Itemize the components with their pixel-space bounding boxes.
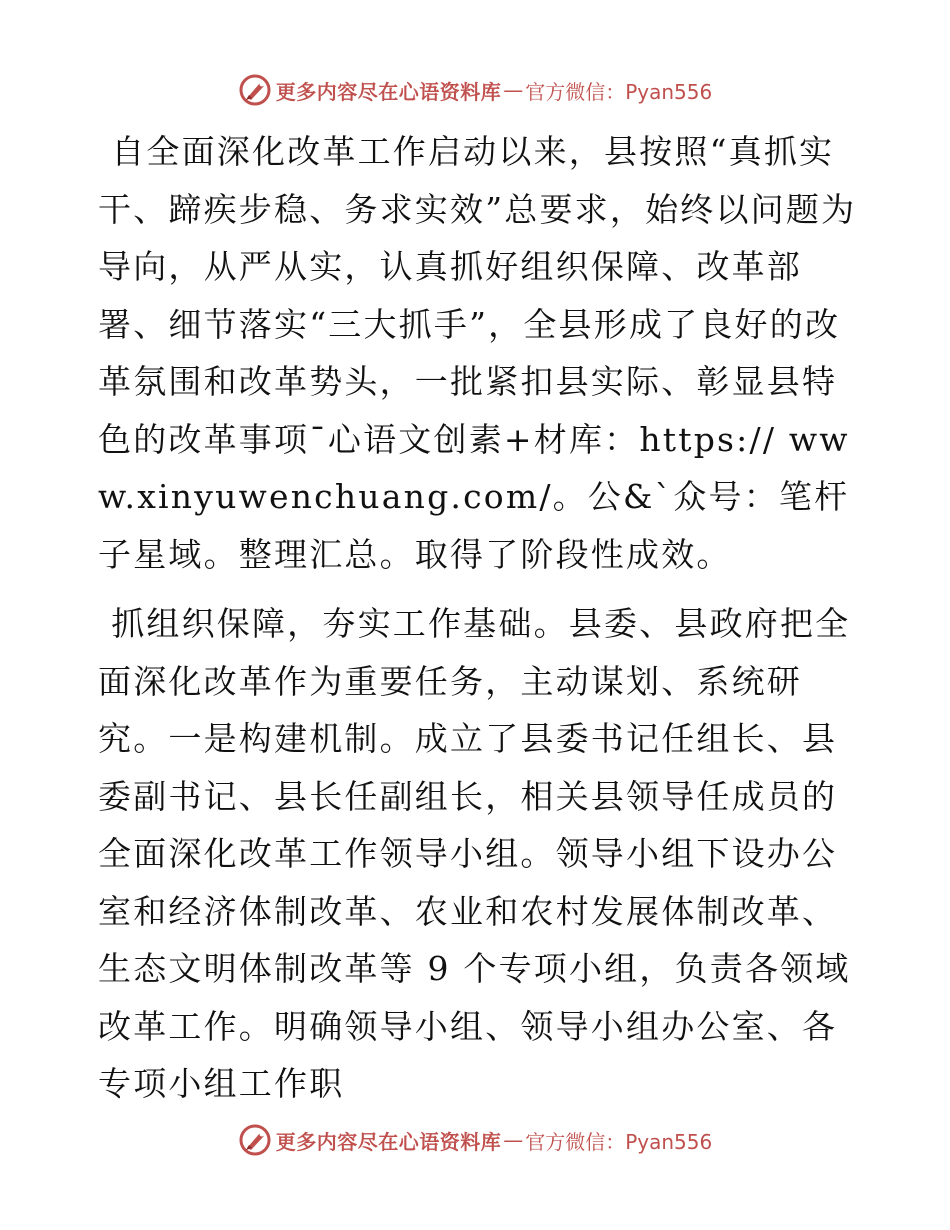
watermark-main-text: 更多内容尽在心语资料库 [275,79,502,104]
pen-circle-logo-icon [238,73,272,107]
pen-circle-logo-icon [238,1123,272,1157]
watermark-main-text: 更多内容尽在心语资料库 [275,1129,502,1154]
watermark-dash: — [503,78,524,102]
watermark-dash: — [503,1128,524,1152]
footer-watermark [0,1120,950,1160]
watermark-wechat-text: 官方微信：Pyan556 [525,1129,713,1154]
header-watermark [0,70,950,110]
paragraph-1: 自全面深化改革工作启动以来，县按照“真抓实干、蹄疾步稳、务求实效”总要求，始终以问题为导向，从严从实，认真抓好组织保障、改革部署、细节落实“三大抓手”，全县形成了良好的改革氛围和改革势头，一批紧扣县实际、彰显县特色的改革事项¯心语文创素+材库：https:// www.xinyuwenchuang.com/。公&`众号：笔杆子星域。整理汇总。取得了阶段性成效。 [98,132,857,574]
paragraph-2: 抓组织保障，夯实工作基础。县委、县政府把全面深化改革作为重要任务，主动谋划、系统研究。一是构建机制。成立了县委书记任组长、县委副书记、县长任副组长，相关县领导任成员的全面深化改革工作领导小组。领导小组下设办公室和经济体制改革、农业和农村发展体制改革、生态文明体制改革等 9 个专项小组，负责各领域改革工作。明确领导小组、领导小组办公室、各专项小组工作职 [98,604,851,1103]
watermark-wechat-text: 官方微信：Pyan556 [525,79,713,104]
document-body [98,123,858,1119]
